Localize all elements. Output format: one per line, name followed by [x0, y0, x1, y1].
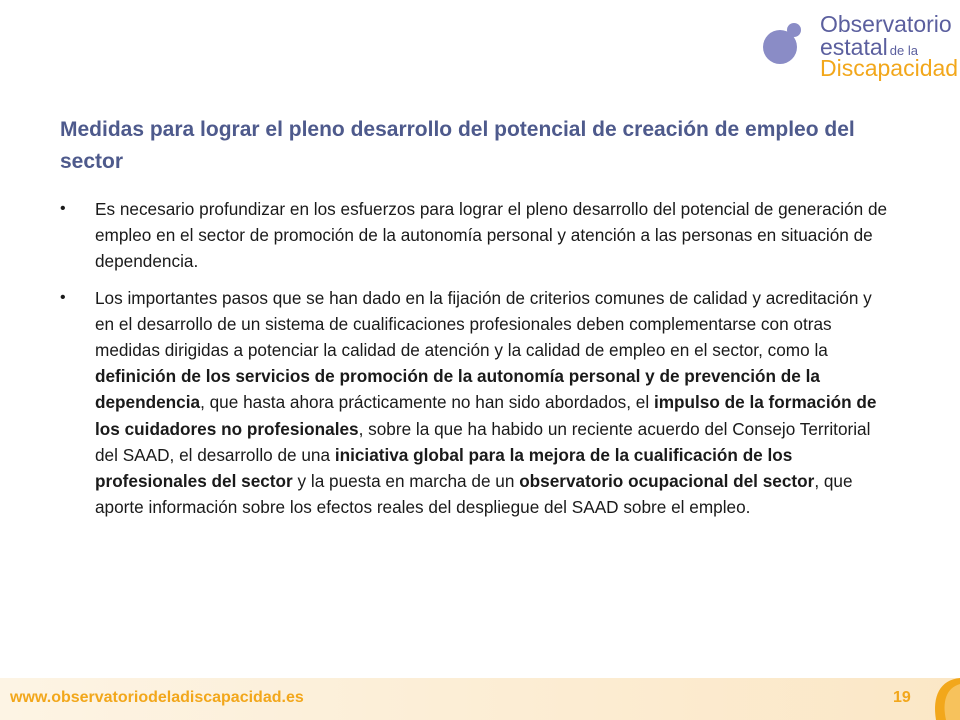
- bullet-text: , sobre la que ha habido un reciente acuerdo del Consejo Territorial del SAAD, el desarrollo de una: [95, 418, 871, 465]
- bullet-marker: •: [60, 288, 66, 306]
- logo-text-de-la: de la: [889, 43, 918, 58]
- bullet-text: y la puesta en marcha de un: [292, 471, 520, 492]
- bullet-emphasis: iniciativa global para la mejora de la cualificación de los profesionales del sector: [95, 444, 793, 492]
- logo-mark-icon: [752, 8, 818, 86]
- logo-text-line-3: Discapacidad: [820, 55, 959, 81]
- bullet-text: , que hasta ahora prácticamente no han sido abordados, el: [200, 392, 654, 413]
- logo: [752, 8, 959, 86]
- bullet-item: [60, 285, 890, 521]
- bullet-emphasis: definición de los servicios de promoción de la autonomía personal y de prevención de la dependencia: [95, 366, 820, 413]
- page-number: 19: [893, 689, 911, 706]
- footer-url-link[interactable]: www.observatoriodeladiscapacidad.es: [10, 689, 304, 706]
- logo-text-estatal: estatal: [820, 34, 888, 60]
- bullet-emphasis: observatorio ocupacional del sector: [519, 471, 815, 492]
- footer-swoosh-icon: [900, 678, 960, 720]
- bullet-list: [60, 196, 890, 530]
- bullet-emphasis: impulso de la formación de los cuidadores no profesionales: [95, 392, 877, 439]
- bullet-text: Los importantes pasos que se han dado en la fijación de criterios comunes de calidad y acreditación y en el desarrollo de un sistema de cualificaciones profesionales deben complementarse con otras medidas dirigidas a potenciar la calidad de atención y la calidad de empleo en el sector, como la: [95, 287, 872, 361]
- footer-bar: [0, 678, 960, 720]
- bullet-text: Es necesario profundizar en los esfuerzos para lograr el pleno desarrollo del potencial de generación de empleo en el sector de promoción de la autonomía personal y atención a las personas en situación de dependencia.: [95, 199, 888, 272]
- logo-text-line-1: Observatorio: [820, 11, 952, 37]
- bullet-marker: •: [60, 200, 66, 217]
- bullet-item: [60, 196, 890, 275]
- bullet-text: , que aporte información sobre los efectos reales del despliegue del SAAD sobre el empleo.: [95, 471, 853, 518]
- slide-title: Medidas para lograr el pleno desarrollo del potencial de creación de empleo del sector: [60, 118, 855, 173]
